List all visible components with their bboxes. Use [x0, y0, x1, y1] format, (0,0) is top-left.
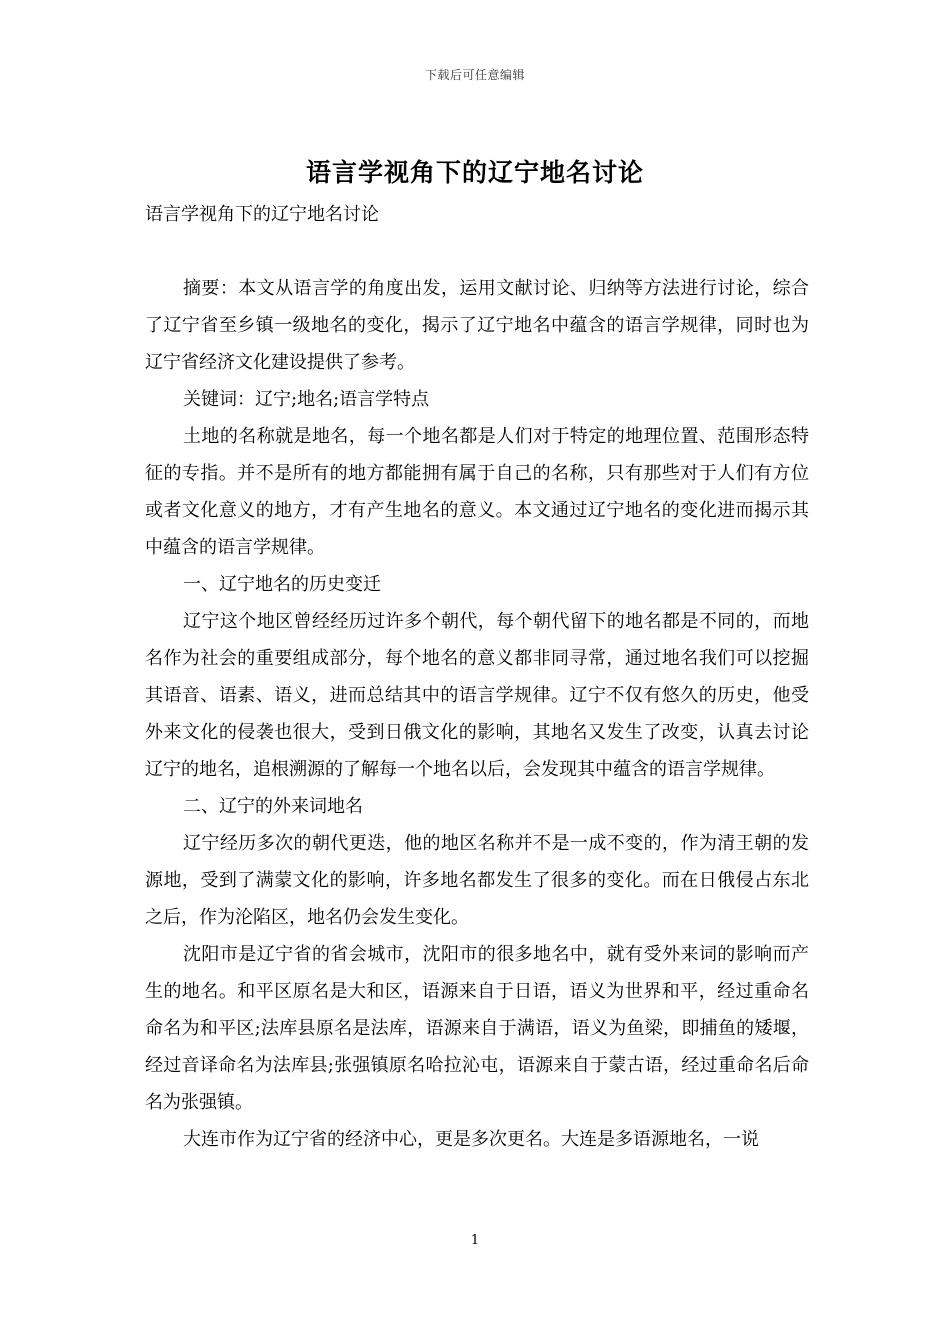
- keywords-paragraph: 关键词：辽宁;地名;语言学特点: [183, 389, 430, 410]
- intro-paragraph: 土地的名称就是地名，每一个地名都是人们对于特定的地理位置、范围形态特征的专指。并不是所有的地方都能拥有属于自己的名称，只有那些对于人们有方位或者文化意义的地方，才有产生地名的意义。本文通过辽宁地名的变化进而揭示其中蕴含的语言学规律。: [145, 426, 809, 558]
- section-heading-1: 一、辽宁地名的历史变迁: [183, 574, 381, 595]
- body-paragraph: 沈阳市是辽宁省的省会城市，沈阳市的很多地名中，就有受外来词的影响而产生的地名。和平区原名是大和区，语源来自于日语，语义为世界和平，经过重命名命名为和平区;法库县原名是法库，语源来自于满语，语义为鱼梁，即捕鱼的矮堰，经过音译命名为法库县;张强镇原名哈拉沁屯，语源来自于蒙古语，经过重命名后命名为张强镇。: [145, 944, 809, 1113]
- body-paragraph: 辽宁经历多次的朝代更迭，他的地区名称并不是一成不变的，作为清王朝的发源地，受到了满蒙文化的影响，许多地名都发生了很多的变化。而在日俄侵占东北之后，作为沦陷区，地名仍会发生变化。: [145, 833, 809, 928]
- document-body: [145, 196, 809, 1158]
- document-subtitle: 语言学视角下的辽宁地名讨论: [145, 204, 379, 225]
- body-paragraph: 辽宁这个地区曾经经历过许多个朝代，每个朝代留下的地名都是不同的，而地名作为社会的重要组成部分，每个地名的意义都非同寻常，通过地名我们可以挖掘其语音、语素、语义，进而总结其中的语言学规律。辽宁不仅有悠久的历史，他受外来文化的侵袭也很大，受到日俄文化的影响，其地名又发生了改变，认真去讨论辽宁的地名，追根溯源的了解每一个地名以后，会发现其中蕴含的语言学规律。: [145, 611, 809, 780]
- body-paragraph: 大连市作为辽宁省的经济中心，更是多次更名。大连是多语源地名，一说: [183, 1129, 759, 1150]
- section-heading-2: 二、辽宁的外来词地名: [183, 796, 363, 817]
- page-header-note: 下载后可任意编辑: [424, 68, 525, 82]
- document-title: 语言学视角下的辽宁地名讨论: [305, 158, 644, 187]
- page-number: 1: [470, 1233, 480, 1248]
- abstract-paragraph: 摘要：本文从语言学的角度出发，运用文献讨论、归纳等方法进行讨论，综合了辽宁省至乡镇一级地名的变化，揭示了辽宁地名中蕴含的语言学规律，同时也为辽宁省经济文化建设提供了参考。: [145, 278, 809, 373]
